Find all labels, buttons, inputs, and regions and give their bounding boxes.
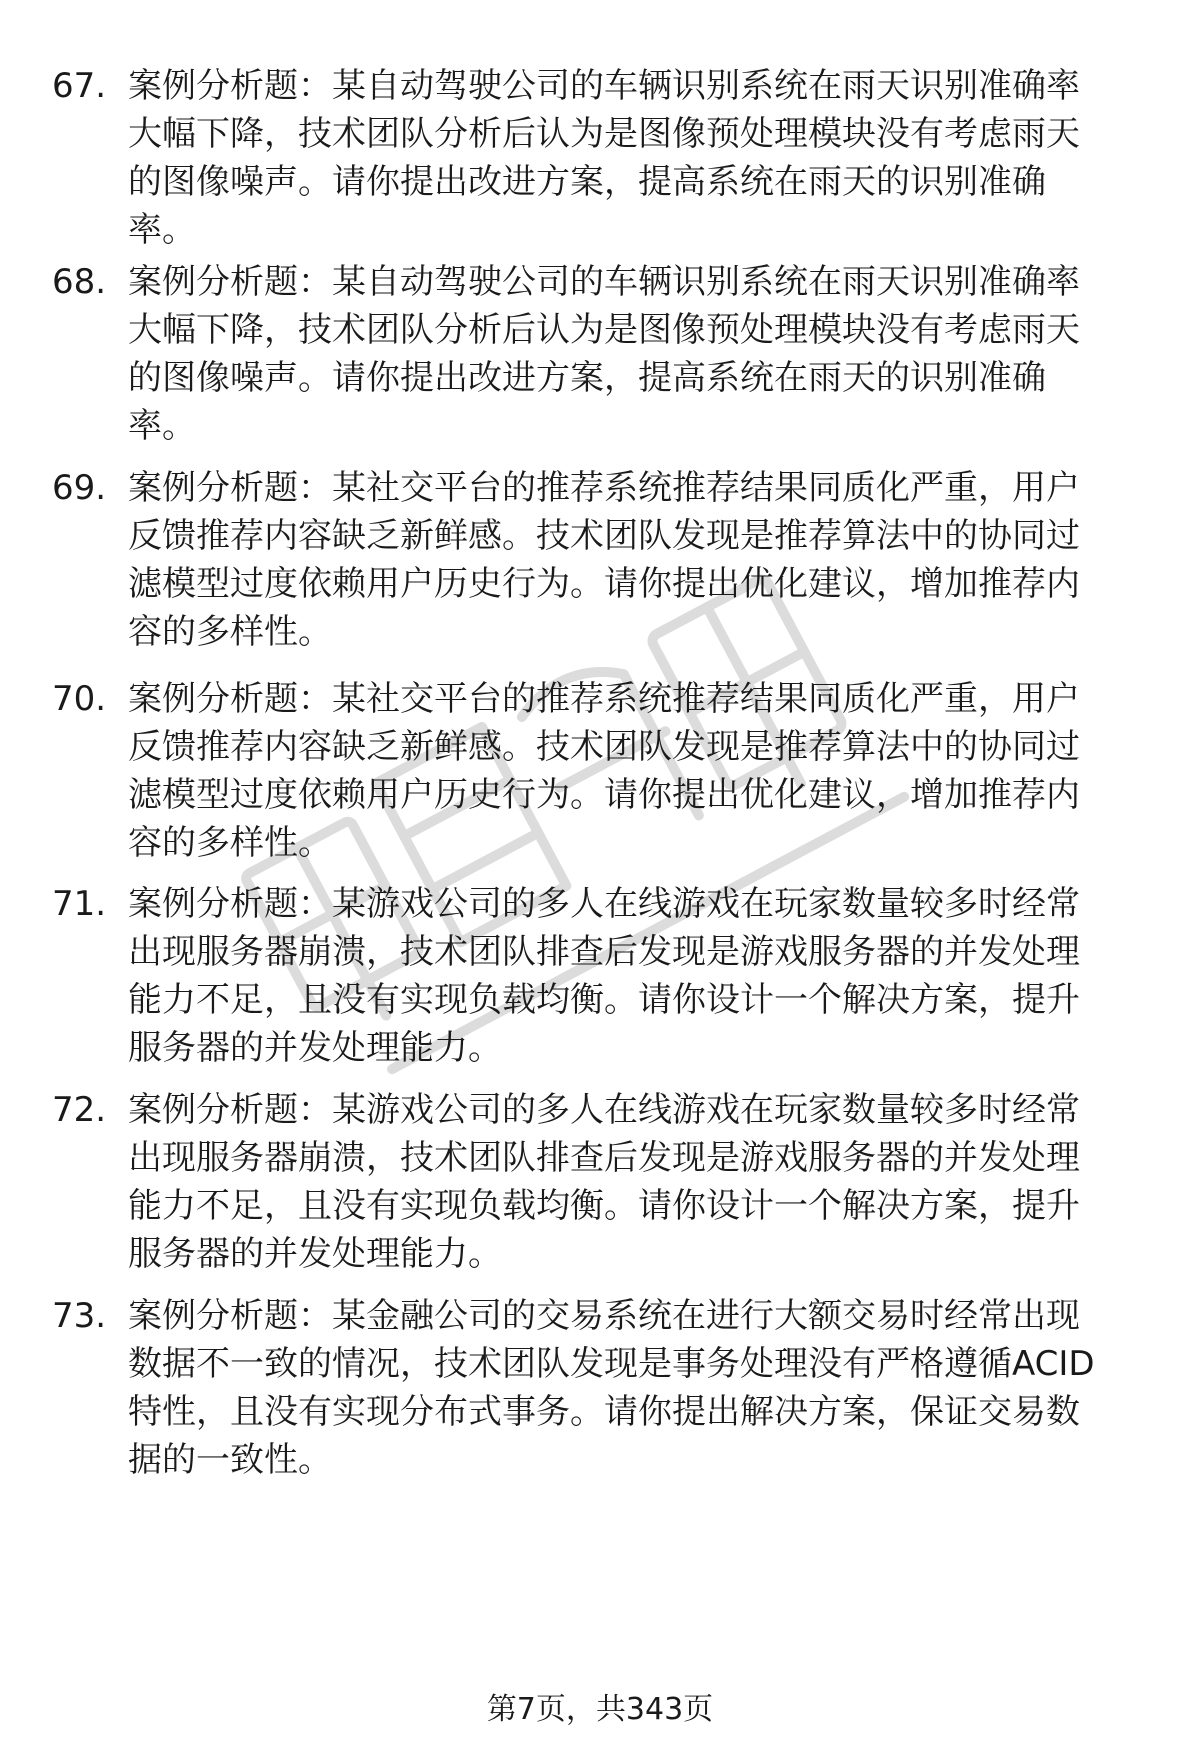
- question-number: 71.: [52, 884, 107, 924]
- question-number: 68.: [52, 262, 107, 302]
- question-number: 70.: [52, 679, 107, 719]
- question-text: 案例分析题：某金融公司的交易系统在进行大额交易时经常出现 数据不一致的情况，技术团队发现是事务处理没有严格遵循ACID 特性，且没有实现分布式事务。请你提出解决方案，保证交易数 据的一致性。: [128, 1296, 1095, 1480]
- question-number: 73.: [52, 1296, 107, 1336]
- question-text: 案例分析题：某自动驾驶公司的车辆识别系统在雨天识别准确率 大幅下降，技术团队分析后认为是图像预处理模块没有考虑雨天 的图像噪声。请你提出改进方案，提高系统在雨天的识别准确 率。: [128, 66, 1080, 250]
- question-text: 案例分析题：某游戏公司的多人在线游戏在玩家数量较多时经常 出现服务器崩溃，技术团队排查后发现是游戏服务器的并发处理 能力不足，且没有实现负载均衡。请你设计一个解决方案，提升 服务器的并发处理能力。: [128, 1090, 1080, 1274]
- question-number: 67.: [52, 66, 107, 106]
- question-number: 72.: [52, 1090, 107, 1130]
- question-text: 案例分析题：某游戏公司的多人在线游戏在玩家数量较多时经常 出现服务器崩溃，技术团队排查后发现是游戏服务器的并发处理 能力不足，且没有实现负载均衡。请你设计一个解决方案，提升 服务器的并发处理能力。: [128, 884, 1080, 1068]
- question-number: 69.: [52, 468, 107, 508]
- question-text: 案例分析题：某自动驾驶公司的车辆识别系统在雨天识别准确率 大幅下降，技术团队分析后认为是图像预处理模块没有考虑雨天 的图像噪声。请你提出改进方案，提高系统在雨天的识别准确 率。: [128, 262, 1080, 446]
- question-text: 案例分析题：某社交平台的推荐系统推荐结果同质化严重，用户 反馈推荐内容缺乏新鲜感。技术团队发现是推荐算法中的协同过 滤模型过度依赖用户历史行为。请你提出优化建议，增加推荐内 容的多样性。: [128, 468, 1080, 652]
- page-footer: [0, 1690, 1200, 1730]
- question-text: 案例分析题：某社交平台的推荐系统推荐结果同质化严重，用户 反馈推荐内容缺乏新鲜感。技术团队发现是推荐算法中的协同过 滤模型过度依赖用户历史行为。请你提出优化建议，增加推荐内 容的多样性。: [128, 679, 1080, 863]
- page-number-label: 第7页，共343页: [486, 1692, 714, 1727]
